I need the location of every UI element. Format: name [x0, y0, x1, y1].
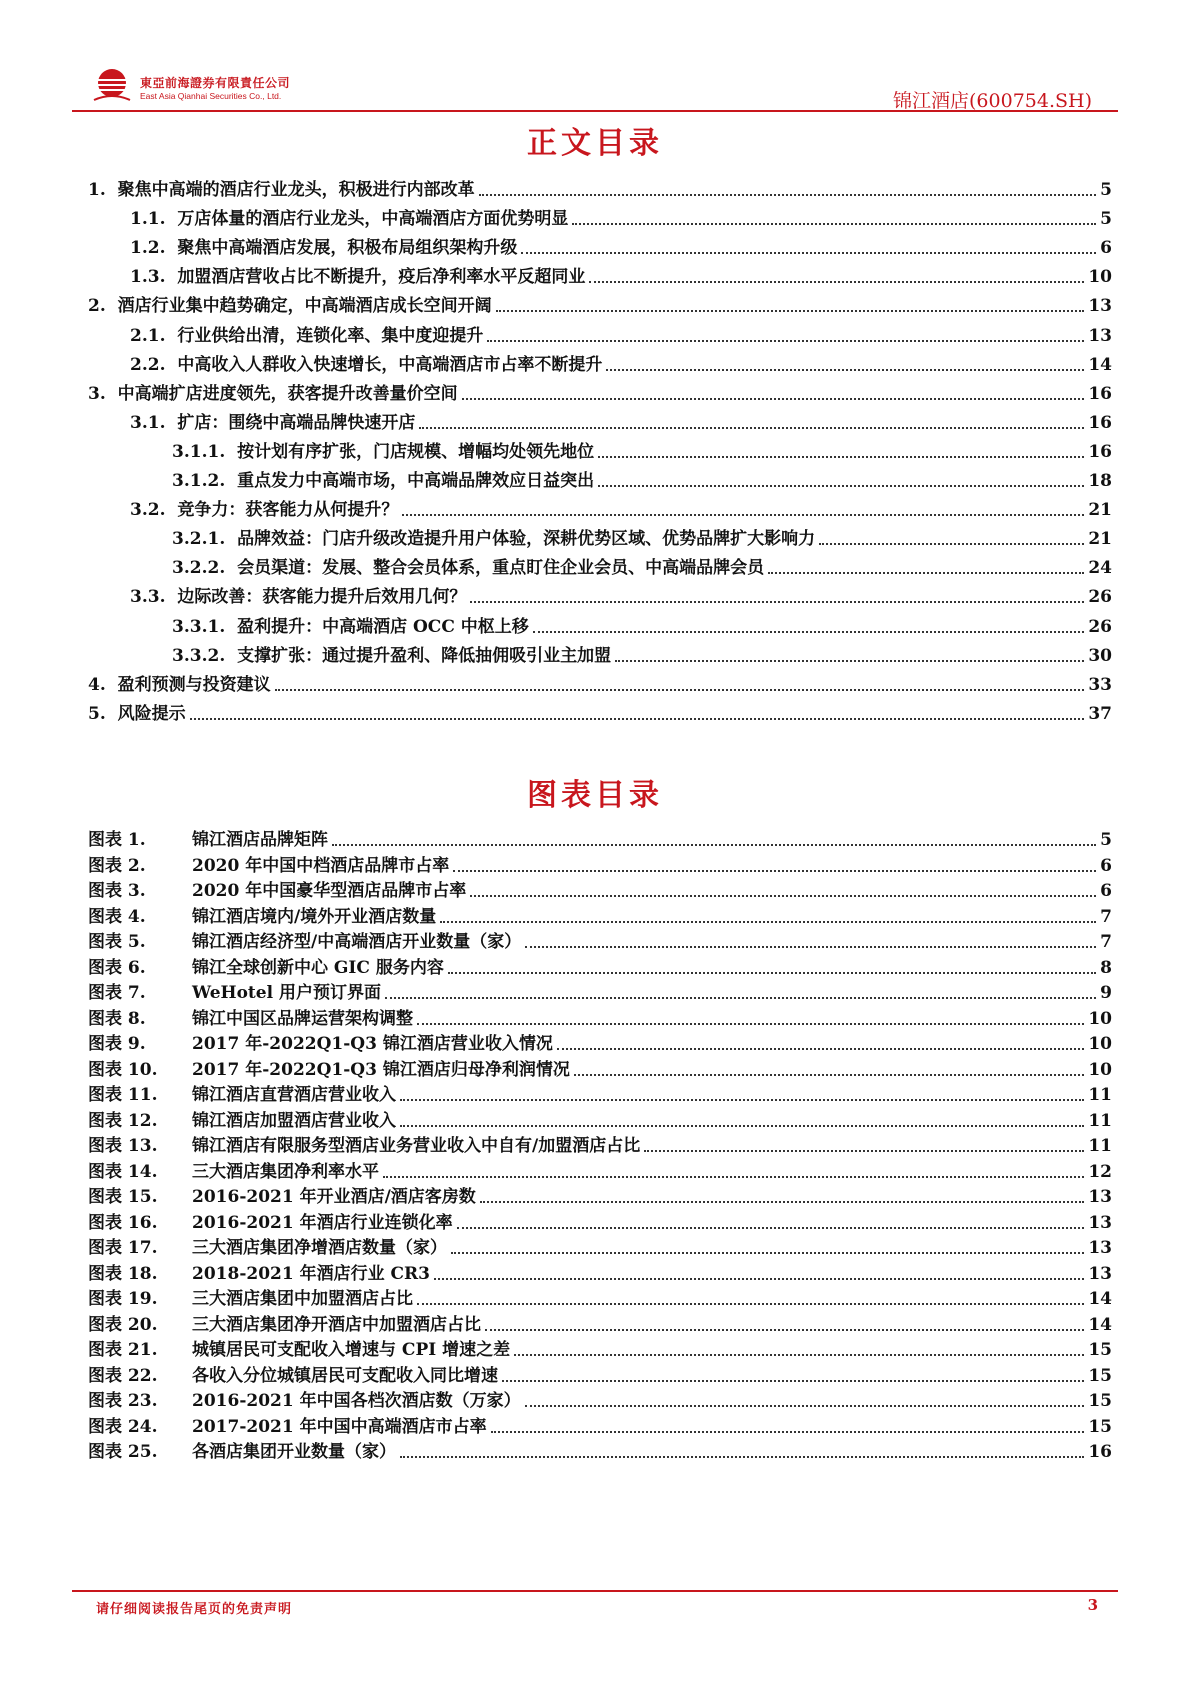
figure-entry-number: 图表 17. — [88, 1238, 158, 1258]
figure-entry[interactable] — [88, 1159, 1112, 1183]
figure-entry-page: 10 — [1088, 1059, 1112, 1080]
footer-disclaimer: 请仔细阅读报告尾页的免责声明 — [96, 1602, 293, 1617]
company-name-en: East Asia Qianhai Securities Co., Ltd. — [140, 91, 282, 101]
toc-entry[interactable] — [130, 408, 1112, 434]
toc-entry[interactable] — [88, 699, 1112, 725]
company-name-cn: 東亞前海證券有限責任公司 — [140, 76, 291, 90]
figure-entry-page: 13 — [1088, 1238, 1112, 1258]
toc-entry[interactable] — [172, 553, 1112, 579]
figure-entry[interactable] — [88, 1133, 1112, 1157]
toc-entry-number: 3.3.1. — [172, 616, 238, 637]
figure-leader-dots — [644, 1150, 1084, 1152]
toc-entry-label: 行业供给出清，连锁化率、集中度迎提升 — [177, 325, 484, 346]
figure-entry[interactable] — [88, 1082, 1112, 1106]
toc-leader-dots — [419, 427, 1084, 429]
figure-leader-dots — [400, 1099, 1084, 1101]
toc-leader-dots — [190, 718, 1085, 720]
toc-entry[interactable] — [172, 524, 1112, 550]
toc-entry[interactable] — [130, 204, 1112, 230]
toc-entry-label: 按计划有序扩张，门店规模、增幅均处领先地位 — [237, 441, 595, 462]
toc-leader-dots — [598, 456, 1084, 458]
figure-entry[interactable] — [88, 827, 1112, 851]
figure-entry-number: 图表 14. — [88, 1161, 158, 1182]
figure-entry-page: 15 — [1088, 1416, 1112, 1437]
toc-leader-dots — [402, 514, 1084, 516]
figure-leader-dots — [502, 1380, 1084, 1382]
figure-entry-number: 图表 22. — [88, 1365, 158, 1386]
figure-entry-label: 锦江酒店品牌矩阵 — [192, 830, 328, 850]
figure-entry-number: 图表 4. — [88, 906, 146, 927]
toc-entry-number: 3.3. — [130, 587, 178, 608]
figure-entry-label: 2020 年中国中档酒店品牌市占率 — [192, 855, 450, 876]
figure-entry-label: 三大酒店集团净利率水平 — [192, 1161, 379, 1182]
toc-entry[interactable] — [172, 437, 1112, 463]
figure-entry-label: 2016-2021 年开业酒店/酒店客房数 — [192, 1187, 476, 1207]
toc-entry-page: 26 — [1088, 587, 1112, 608]
figure-entry-page: 13 — [1088, 1263, 1112, 1284]
figure-entry-number: 图表 5. — [88, 932, 146, 952]
figure-entry-label: 2017 年-2022Q1-Q3 锦江酒店营业收入情况 — [192, 1034, 553, 1054]
figure-leader-dots — [440, 921, 1096, 923]
figure-entry[interactable] — [88, 1388, 1112, 1412]
figure-leader-dots — [400, 1125, 1084, 1127]
page-number: 3 — [1087, 1596, 1098, 1614]
toc-entry-label: 酒店行业集中趋势确定，中高端酒店成长空间开阔 — [117, 296, 492, 317]
toc-entry-page: 26 — [1088, 616, 1112, 637]
toc-entry-label: 边际改善：获客能力提升后效用几何？ — [177, 587, 467, 608]
figure-entry-label: 锦江全球创新中心 GIC 服务内容 — [192, 957, 444, 978]
figure-entry-page: 10 — [1088, 1008, 1112, 1029]
figure-entry-label: WeHotel 用户预订界面 — [192, 983, 381, 1003]
toc-entry-page: 13 — [1088, 325, 1112, 346]
figure-entry-page: 11 — [1088, 1136, 1112, 1156]
toc-entry-page: 5 — [1100, 209, 1112, 230]
figure-entry-label: 2017 年-2022Q1-Q3 锦江酒店归母净利润情况 — [192, 1059, 570, 1080]
toc-entry-number: 1.1. — [130, 209, 178, 230]
toc-entry-page: 16 — [1088, 412, 1112, 433]
toc-entry-page: 14 — [1088, 354, 1112, 375]
figure-entry-number: 图表 8. — [88, 1008, 146, 1029]
toc-leader-dots — [598, 485, 1084, 487]
toc-entry-label: 中高端扩店进度领先，获客提升改善量价空间 — [117, 383, 458, 404]
toc-entry[interactable] — [130, 495, 1112, 521]
toc-leader-dots — [462, 398, 1085, 400]
figure-leader-dots — [383, 1176, 1084, 1178]
toc-entry-label: 聚焦中高端的酒店行业龙头，积极进行内部改革 — [117, 180, 475, 200]
figure-entry-number: 图表 20. — [88, 1314, 158, 1335]
toc-entry-label: 支撑扩张：通过提升盈利、降低抽佣吸引业主加盟 — [237, 645, 612, 666]
toc-entry[interactable] — [130, 321, 1112, 347]
figure-entry-page: 14 — [1088, 1289, 1112, 1309]
figure-entry-number: 图表 25. — [88, 1442, 158, 1462]
figure-entry-number: 图表 2. — [88, 855, 146, 876]
toc-entry[interactable] — [88, 175, 1112, 201]
figure-entry-label: 各酒店集团开业数量（家） — [192, 1442, 396, 1462]
toc-entry-number: 3.1.1. — [172, 441, 238, 462]
toc-entry-label: 盈利提升：中高端酒店 OCC 中枢上移 — [237, 616, 529, 637]
toc-entry-number: 2. — [88, 296, 118, 317]
toc-entry-page: 16 — [1088, 383, 1112, 404]
figures-title: 图表目录 — [527, 778, 663, 813]
figure-entry[interactable] — [88, 1337, 1112, 1361]
figure-leader-dots — [417, 1303, 1084, 1305]
figure-entry-page: 7 — [1100, 932, 1112, 952]
figure-entry-number: 图表 21. — [88, 1340, 158, 1360]
figure-entry-page: 13 — [1088, 1212, 1112, 1233]
header-divider — [72, 110, 1118, 112]
figure-leader-dots — [491, 1431, 1085, 1433]
figure-entry-page: 13 — [1088, 1187, 1112, 1207]
figure-entry[interactable] — [88, 1261, 1112, 1285]
figure-entry[interactable] — [88, 1057, 1112, 1081]
figure-entry-number: 图表 6. — [88, 957, 146, 978]
figure-entry-label: 三大酒店集团中加盟酒店占比 — [192, 1289, 413, 1309]
company-logo-icon — [92, 66, 132, 106]
toc-entry-number: 5. — [88, 703, 118, 724]
toc-entry-number: 4. — [88, 674, 118, 695]
figure-leader-dots — [457, 1227, 1085, 1229]
figure-entry-label: 2016-2021 年中国各档次酒店数（万家） — [192, 1391, 521, 1411]
toc-entry-label: 中高收入人群收入快速增长，中高端酒店市占率不断提升 — [177, 354, 603, 375]
stock-title: 锦江酒店(600754.SH) — [893, 90, 1092, 112]
figure-entry-label: 锦江酒店直营酒店营业收入 — [192, 1085, 396, 1105]
figure-entry-page: 15 — [1088, 1340, 1112, 1360]
toc-entry-label: 品牌效益：门店升级改造提升用户体验，深耕优势区域、优势品牌扩大影响力 — [237, 529, 816, 550]
figure-leader-dots — [400, 1456, 1084, 1458]
figure-entry[interactable] — [88, 1312, 1112, 1336]
toc-entry-number: 1.3. — [130, 267, 178, 288]
figure-entry[interactable] — [88, 904, 1112, 928]
figure-entry[interactable] — [88, 1184, 1112, 1208]
figure-entry-number: 图表 3. — [88, 881, 146, 901]
figure-entry-number: 图表 11. — [88, 1085, 158, 1105]
figure-leader-dots — [485, 1329, 1084, 1331]
figure-leader-dots — [453, 870, 1096, 872]
toc-entry-number: 2.2. — [130, 354, 178, 375]
toc-entry-number: 1.2. — [130, 238, 178, 259]
toc-entry-number: 3.1. — [130, 412, 178, 433]
figure-entry-label: 城镇居民可支配收入增速与 CPI 增速之差 — [192, 1340, 511, 1360]
toc-entry-label: 聚焦中高端酒店发展，积极布局组织架构升级 — [177, 238, 518, 259]
page-header — [0, 0, 1190, 110]
toc-entry-number: 1. — [88, 180, 118, 200]
figure-entry-page: 8 — [1100, 957, 1112, 978]
figure-leader-dots — [417, 1023, 1084, 1025]
toc-leader-dots — [470, 601, 1084, 603]
figure-leader-dots — [557, 1048, 1084, 1050]
figure-leader-dots — [470, 895, 1096, 897]
figure-entry[interactable] — [88, 929, 1112, 953]
figure-entry-number: 图表 13. — [88, 1136, 158, 1156]
toc-entry-number: 3.2. — [130, 500, 178, 521]
figure-entry-label: 锦江酒店加盟酒店营业收入 — [192, 1110, 396, 1131]
toc-entry[interactable] — [130, 350, 1112, 376]
toc-entry-number: 3. — [88, 383, 118, 404]
figure-entry[interactable] — [88, 1006, 1112, 1030]
figure-entry[interactable] — [88, 1286, 1112, 1310]
toc-leader-dots — [479, 194, 1097, 196]
toc-entry[interactable] — [130, 233, 1112, 259]
footer-divider — [72, 1590, 1118, 1592]
figure-entry[interactable] — [88, 980, 1112, 1004]
toc-entry-number: 3.3.2. — [172, 645, 238, 666]
figure-entry-number: 图表 23. — [88, 1391, 158, 1411]
toc-leader-dots — [572, 223, 1096, 225]
figure-leader-dots — [434, 1278, 1084, 1280]
figure-entry-label: 2018-2021 年酒店行业 CR3 — [192, 1263, 431, 1284]
toc-entry-label: 会员渠道：发展、整合会员体系，重点盯住企业会员、中高端品牌会员 — [237, 558, 765, 579]
figure-entry-page: 9 — [1100, 983, 1112, 1003]
toc-entry[interactable] — [88, 379, 1112, 405]
figure-entry-number: 图表 1. — [88, 830, 146, 850]
toc-entry-page: 6 — [1100, 238, 1112, 259]
toc-entry-label: 加盟酒店营收占比不断提升，疫后净利率水平反超同业 — [177, 267, 586, 288]
toc-entry-label: 扩店：围绕中高端品牌快速开店 — [177, 412, 416, 433]
figure-entry[interactable] — [88, 853, 1112, 877]
toc-entry[interactable] — [172, 612, 1112, 638]
toc-entry[interactable] — [172, 641, 1112, 667]
figure-leader-dots — [525, 1405, 1085, 1407]
toc-leader-dots — [606, 369, 1084, 371]
toc-leader-dots — [819, 543, 1084, 545]
figure-entry-label: 锦江酒店有限服务型酒店业务营业收入中自有/加盟酒店占比 — [192, 1136, 641, 1156]
toc-entry-label: 万店体量的酒店行业龙头，中高端酒店方面优势明显 — [177, 209, 569, 230]
toc-entry[interactable] — [172, 466, 1112, 492]
toc-entry-page: 24 — [1088, 558, 1112, 579]
figure-entry[interactable] — [88, 955, 1112, 979]
toc-entry-number: 2.1. — [130, 325, 178, 346]
toc-title: 正文目录 — [527, 126, 663, 161]
figure-entry-page: 16 — [1088, 1442, 1112, 1462]
toc-entry-page: 13 — [1088, 296, 1112, 317]
toc-entry-label: 盈利预测与投资建议 — [117, 674, 271, 695]
toc-entry-page: 21 — [1088, 529, 1112, 550]
figure-leader-dots — [525, 946, 1096, 948]
figure-entry-page: 15 — [1088, 1365, 1112, 1386]
figure-entry-label: 各收入分位城镇居民可支配收入同比增速 — [192, 1365, 498, 1386]
figure-entry-label: 锦江中国区品牌运营架构调整 — [192, 1008, 413, 1029]
figure-entry-number: 图表 19. — [88, 1289, 158, 1309]
figure-entry-number: 图表 15. — [88, 1187, 158, 1207]
figure-entry[interactable] — [88, 878, 1112, 902]
figure-entry-number: 图表 16. — [88, 1212, 158, 1233]
figure-leader-dots — [480, 1201, 1085, 1203]
toc-entry-label: 重点发力中高端市场，中高端品牌效应日益突出 — [237, 471, 595, 491]
figure-leader-dots — [514, 1354, 1084, 1356]
figure-entry[interactable] — [88, 1439, 1112, 1463]
figure-entry-number: 图表 24. — [88, 1416, 158, 1437]
figure-entry-label: 2017-2021 年中国中高端酒店市占率 — [192, 1416, 487, 1437]
toc-leader-dots — [521, 252, 1096, 254]
toc-entry-label: 竞争力：获客能力从何提升？ — [177, 500, 399, 521]
toc-leader-dots — [275, 689, 1085, 691]
figure-entry-page: 12 — [1088, 1161, 1112, 1182]
figure-entry-page: 11 — [1088, 1110, 1112, 1131]
figure-entry[interactable] — [88, 1414, 1112, 1438]
toc-leader-dots — [533, 631, 1085, 633]
figure-entry-number: 图表 12. — [88, 1110, 158, 1131]
toc-leader-dots — [487, 340, 1084, 342]
figure-entry[interactable] — [88, 1031, 1112, 1055]
toc-leader-dots — [768, 572, 1084, 574]
figure-entry[interactable] — [88, 1235, 1112, 1259]
toc-entry-number: 3.1.2. — [172, 471, 238, 491]
toc-entry-page: 16 — [1088, 441, 1112, 462]
toc-entry-page: 10 — [1088, 267, 1112, 288]
figure-entry-page: 7 — [1100, 906, 1112, 927]
toc-entry-number: 3.2.1. — [172, 529, 238, 550]
figure-entry-page: 15 — [1088, 1391, 1112, 1411]
figure-entry-number: 图表 18. — [88, 1263, 158, 1284]
toc-entry-label: 风险提示 — [117, 703, 186, 724]
figure-leader-dots — [385, 997, 1096, 999]
figure-entry-page: 5 — [1100, 830, 1112, 850]
toc-leader-dots — [589, 281, 1084, 283]
figure-entry-page: 6 — [1100, 855, 1112, 876]
toc-entry-page: 18 — [1088, 471, 1112, 491]
toc-entry[interactable] — [130, 582, 1112, 608]
figure-leader-dots — [574, 1074, 1084, 1076]
toc-leader-dots — [615, 660, 1084, 662]
figure-entry[interactable] — [88, 1363, 1112, 1387]
figure-leader-dots — [451, 1252, 1084, 1254]
figure-entry-label: 锦江酒店境内/境外开业酒店数量 — [192, 906, 437, 927]
figure-leader-dots — [448, 972, 1096, 974]
toc-entry-page: 37 — [1088, 703, 1112, 724]
figure-entry-page: 11 — [1088, 1085, 1112, 1105]
toc-leader-dots — [496, 310, 1085, 312]
figure-entry-number: 图表 9. — [88, 1034, 146, 1054]
figure-entry-label: 2016-2021 年酒店行业连锁化率 — [192, 1212, 453, 1233]
figure-entry-page: 6 — [1100, 881, 1112, 901]
figure-entry-label: 三大酒店集团净开酒店中加盟酒店占比 — [192, 1314, 481, 1335]
figure-leader-dots — [332, 844, 1096, 846]
figure-entry-label: 三大酒店集团净增酒店数量（家） — [192, 1238, 447, 1258]
figure-entry-page: 10 — [1088, 1034, 1112, 1054]
figure-entry-number: 图表 10. — [88, 1059, 158, 1080]
figure-entry[interactable] — [88, 1210, 1112, 1234]
toc-entry-page: 5 — [1100, 180, 1112, 200]
toc-entry-page: 30 — [1088, 645, 1112, 666]
figure-entry-label: 2020 年中国豪华型酒店品牌市占率 — [192, 881, 467, 901]
toc-entry-number: 3.2.2. — [172, 558, 238, 579]
figure-entry[interactable] — [88, 1108, 1112, 1132]
figure-entry-page: 14 — [1088, 1314, 1112, 1335]
toc-entry-page: 21 — [1088, 500, 1112, 521]
figure-entry-label: 锦江酒店经济型/中高端酒店开业数量（家） — [192, 932, 522, 952]
figure-entry-number: 图表 7. — [88, 983, 146, 1003]
toc-entry[interactable] — [130, 262, 1112, 288]
toc-entry[interactable] — [88, 670, 1112, 696]
toc-entry-page: 33 — [1088, 674, 1112, 695]
toc-entry[interactable] — [88, 291, 1112, 317]
